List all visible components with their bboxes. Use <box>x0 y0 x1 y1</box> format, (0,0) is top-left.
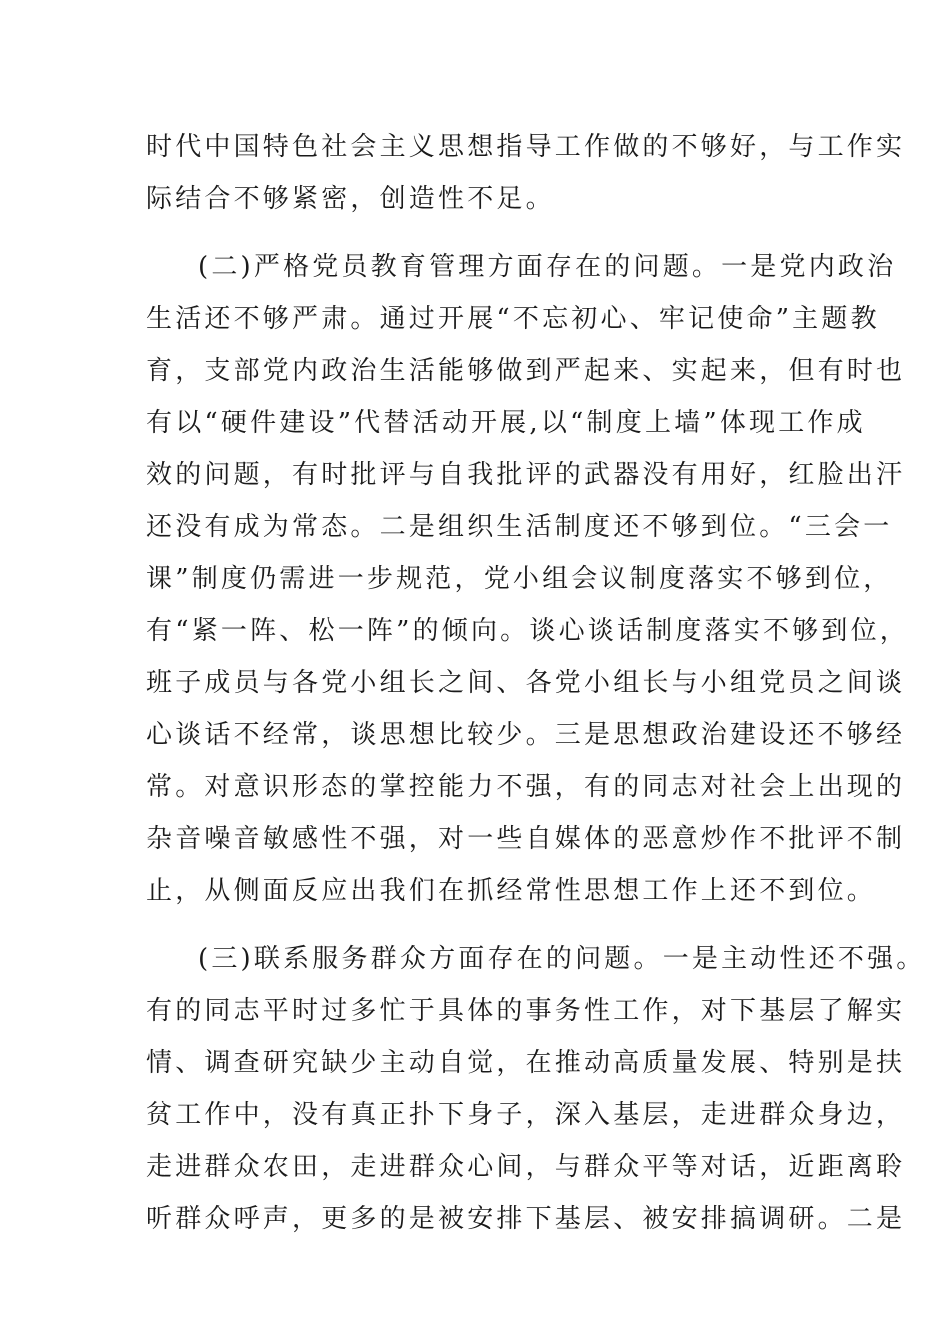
text-line: 止，从侧面反应出我们在抓经常性思想工作上还不到位。 <box>146 876 877 906</box>
text-line: 时代中国特色社会主义思想指导工作做的不够好，与工作实 <box>146 132 906 162</box>
text-line: 际结合不够紧密，创造性不足。 <box>146 184 555 214</box>
text-line: 有的同志平时过多忙于具体的事务性工作，对下基层了解实 <box>146 996 906 1026</box>
text-line: 育，支部党内政治生活能够做到严起来、实起来，但有时也 <box>146 356 906 386</box>
text-line: 杂音噪音敏感性不强，对一些自媒体的恶意炒作不批评不制 <box>146 824 906 854</box>
text-line: 情、调查研究缺少主动自觉，在推动高质量发展、特别是扶 <box>146 1048 906 1078</box>
text-line: 贫工作中，没有真正扑下身子，深入基层，走进群众身边， <box>146 1100 906 1130</box>
paragraph-heading-2: (二)严格党员教育管理方面存在的问题。一是党内政治 <box>198 252 897 282</box>
text-line: 心谈话不经常，谈思想比较少。三是思想政治建设还不够经 <box>146 720 906 750</box>
text-line: 效的问题，有时批评与自我批评的武器没有用好，红脸出汗 <box>146 460 906 490</box>
text-line: 生活还不够严肃。通过开展“不忘初心、牢记使命”主题教 <box>146 304 880 334</box>
text-line: 课”制度仍需进一步规范，党小组会议制度落实不够到位， <box>146 564 893 594</box>
text-line: 有以“硬件建设”代替活动开展,以“制度上墙”体现工作成 <box>146 408 866 438</box>
text-line: 听群众呼声，更多的是被安排下基层、被安排搞调研。二是 <box>146 1204 906 1234</box>
text-line: 有“紧一阵、松一阵”的倾向。谈心谈话制度落实不够到位， <box>146 616 909 646</box>
text-line: 常。对意识形态的掌控能力不强，有的同志对社会上出现的 <box>146 772 906 802</box>
text-line: 班子成员与各党小组长之间、各党小组长与小组党员之间谈 <box>146 668 906 698</box>
paragraph-heading-3: (三)联系服务群众方面存在的问题。一是主动性还不强。 <box>198 944 926 974</box>
text-line: 还没有成为常态。二是组织生活制度还不够到位。“三会一 <box>146 512 893 542</box>
text-line: 走进群众农田，走进群众心间，与群众平等对话，近距离聆 <box>146 1152 906 1182</box>
